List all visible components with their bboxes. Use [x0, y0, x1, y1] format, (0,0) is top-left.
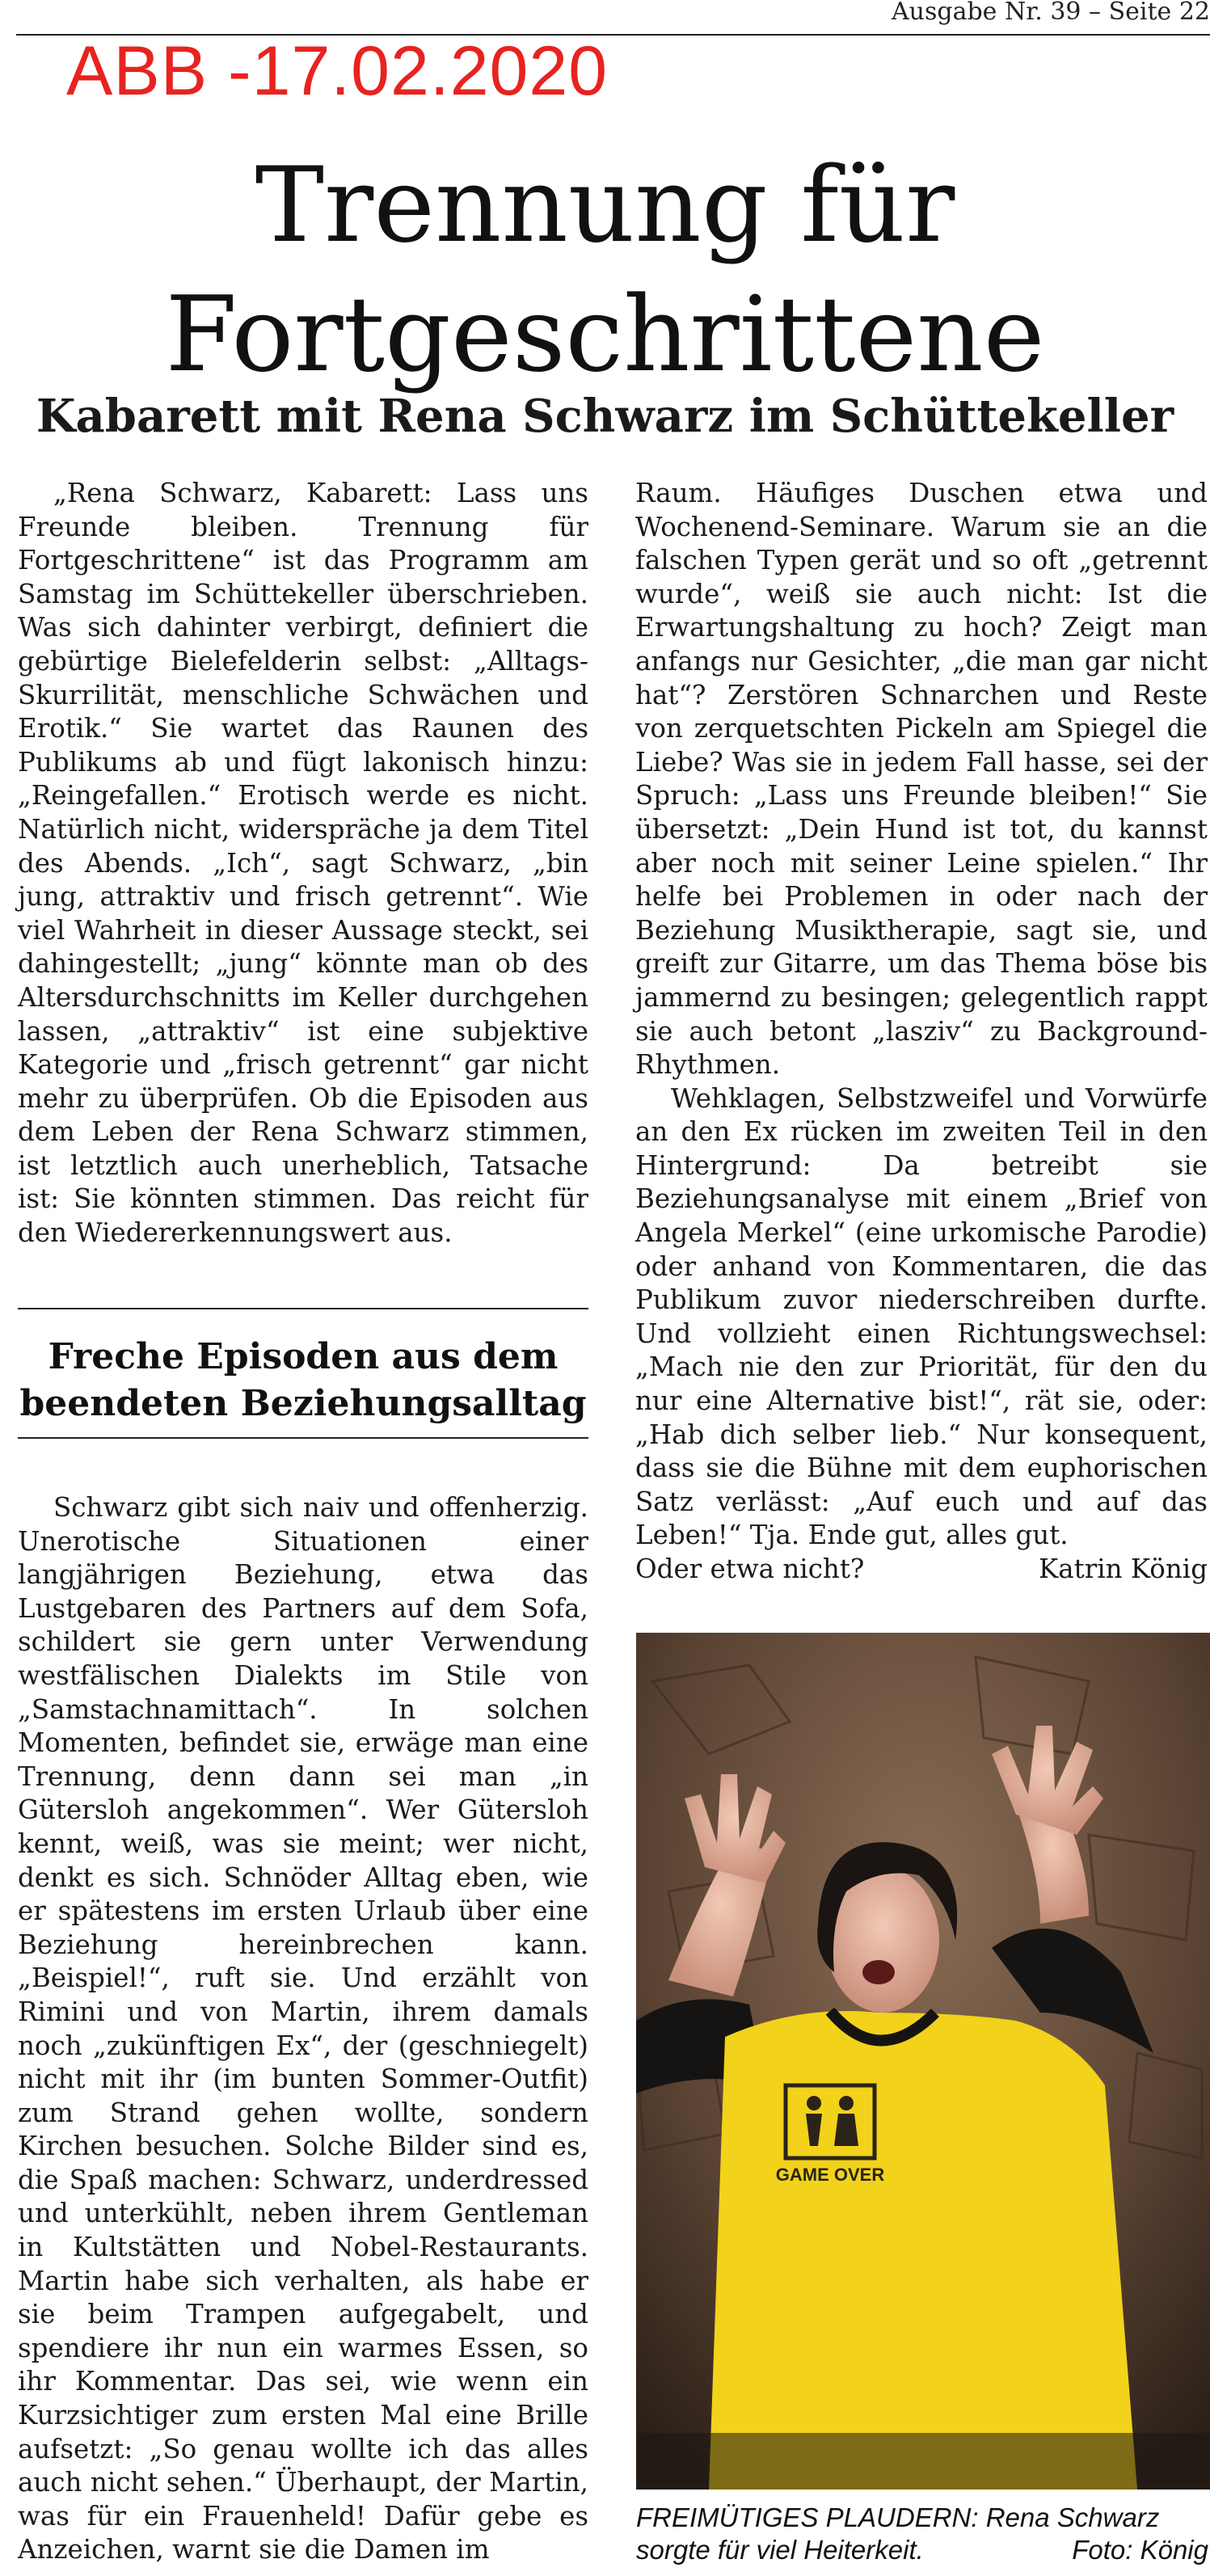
subheading-line-1: Freche Episoden aus dem: [48, 1336, 559, 1377]
issue-page-number: Ausgabe Nr. 39 – Seite 22: [892, 0, 1210, 26]
paragraph-second-part: Wehklagen, Selbstzweifel und Vorwürfe an den Ex rücken im zweiten Teil in den Hintergrund: Da betreibt sie Beziehungsanalyse mit einem „Brief von Angela Merkel“ (eine urkomische Parodie) oder anhand von Kommentaren, die das Publikum zuvor niederschreiben durfte. Und vollzieht einen Richtungswechsel: „Mach nie den zur Priorität, für den du nur eine Alternative bist!“, rät sie, oder: „Hab dich selber lieb.“ Nur konsequent, dass sie die Bühne mit dem euphorischen Satz verlässt: „Auf euch und auf das Leben!“ Tja. Ende gut, alles gut.: [635, 1082, 1208, 1551]
author-byline: Katrin König: [1038, 1554, 1208, 1584]
closing-sentence: Oder etwa nicht?: [635, 1554, 865, 1584]
photo-caption: [636, 2502, 1208, 2566]
yellow-shirt: [709, 2011, 1137, 2490]
section-subheading: [18, 1334, 588, 1427]
paragraph-continuation: Raum. Häufiges Duschen etwa und Wochenend-Seminare. Warum sie an die falschen Typen gerät und so oft „getrennt wurde“, weiß sie auch nicht: Ist die Erwartungshaltung zu hoch? Zeigt man anfangs nur Gesichter, „die man gar nicht hat“? Zerstören Schnarchen und Reste von zerquetschten Pickeln am Spiegel die Liebe? Was sie in jedem Fall hasse, sei der Spruch: „Lass uns Freunde bleiben!“ Sie übersetzt: „Dein Hund ist tot, du kannst aber noch mit seiner Leine spielen.“ Ihr helfe bei Problemen in oder nach der Beziehung Musiktherapie, sagt sie, und greift zur Gitarre, um das Thema böse bis jammernd zu besingen; gelegentlich rappt sie auch betont „lasziv“ zu Background-Rhythmen.: [635, 478, 1208, 1081]
caption-line-2: [636, 2534, 1208, 2566]
divider-bottom: [18, 1437, 588, 1439]
article-photo: [636, 1633, 1210, 2490]
caption-text: sorgte für viel Heiterkeit.: [636, 2535, 924, 2565]
column-left-bottom: [18, 1491, 588, 2567]
subheading-line-2: beendeten Beziehungsalltag: [19, 1383, 587, 1424]
article-headline: [0, 141, 1210, 400]
paragraph-intro: „Rena Schwarz, Kabarett: Lass uns Freunde bleiben. Trennung für Fortgeschrittene“ ist das Programm am Samstag im Schüttekeller überschrieben. Was sich dahinter verbirgt, definiert die gebürtige Bielefelderin selbst: „Alltags-Skurrilität, menschliche Schwächen und Erotik.“ Sie wartet das Raunen des Publikums ab und fügt lakonisch hinzu: „Reingefallen.“ Erotisch werde es nicht. Natürlich nicht, widerspräche ja dem Titel des Abends. „Ich“, sagt Schwarz, „bin jung, attraktiv und frisch getrennt“. Wie viel Wahrheit in dieser Aussage steckt, sei dahingestellt; „jung“ könnte man ob des Altersdurchschnitts im Keller durchgehen lassen, „attraktiv“ ist eine subjektive Kategorie und „frisch getrennt“ gar nicht mehr zu überprüfen. Ob die Episoden aus dem Leben der Rena Schwarz stimmen, ist letztlich auch unerheblich, Tatsache ist: Sie könnten stimmen. Das reicht für den Wiedererkennungswert aus.: [18, 478, 588, 1249]
headline-line-1: Trennung für: [255, 145, 955, 266]
column-right: [635, 477, 1208, 1587]
shirt-text: GAME OVER: [775, 2165, 885, 2185]
article-subtitle: Kabarett mit Rena Schwarz im Schüttekeller: [36, 390, 1174, 443]
caption-line-1: FREIMÜTIGES PLAUDERN: Rena Schwarz: [636, 2502, 1160, 2532]
dark-floor: [636, 2433, 1210, 2490]
open-mouth: [862, 1960, 895, 1984]
closing-line: [635, 1553, 1208, 1587]
date-stamp: ABB -17.02.2020: [66, 32, 609, 110]
performer-photo: [636, 1633, 1210, 2490]
divider-top: [18, 1308, 588, 1309]
photo-credit: Foto: König: [1072, 2535, 1208, 2565]
headline-line-2: Fortgeschrittene: [165, 275, 1045, 395]
column-left-top: [18, 477, 588, 1250]
paragraph-episodes: Schwarz gibt sich naiv und offenherzig. Unerotische Situationen einer langjährigen Beziehung, etwa das Lustgebaren des Partners auf dem Sofa, schildert sie gern unter Verwendung westfälischen Dialekts im Stile von „Samstachnamittach“. In solchen Momenten, befindet sie, erwäge man eine Trennung, denn dann sei man „in Gütersloh angekommen“. Wer Gütersloh kennt, weiß, was sie meint; wer nicht, denkt es sich. Schnöder Alltag eben, wie er spätestens im ersten Urlaub über eine Beziehung hereinbrechen kann. „Beispiel!“, ruft sie. Und erzählt von Rimini und von Martin, ihrem damals noch „zukünftigen Ex“, der (geschniegelt) nicht mit ihr (im bunten Sommer-Outfit) zum Strand gehen wollte, sondern Kirchen besuchen. Solche Bilder sind es, die Spaß machen: Schwarz, underdressed und unterkühlt, neben ihrem Gentleman in Kultstätten und Nobel-Restaurants. Martin habe sich verhalten, als habe er sie beim Trampen aufgegabelt, und spendiere ihr nun ein warmes Essen, so ihr Kommentar. Das sei, wie wenn ein Kurzsichtiger zum ersten Mal eine Brille aufsetzt: „So genau wollte ich das alles auch nicht sehen.“ Überhaupt, der Martin, was für ein Frauenheld! Dafür gebe es Anzeichen, warnt sie die Damen im: [18, 1492, 588, 2565]
